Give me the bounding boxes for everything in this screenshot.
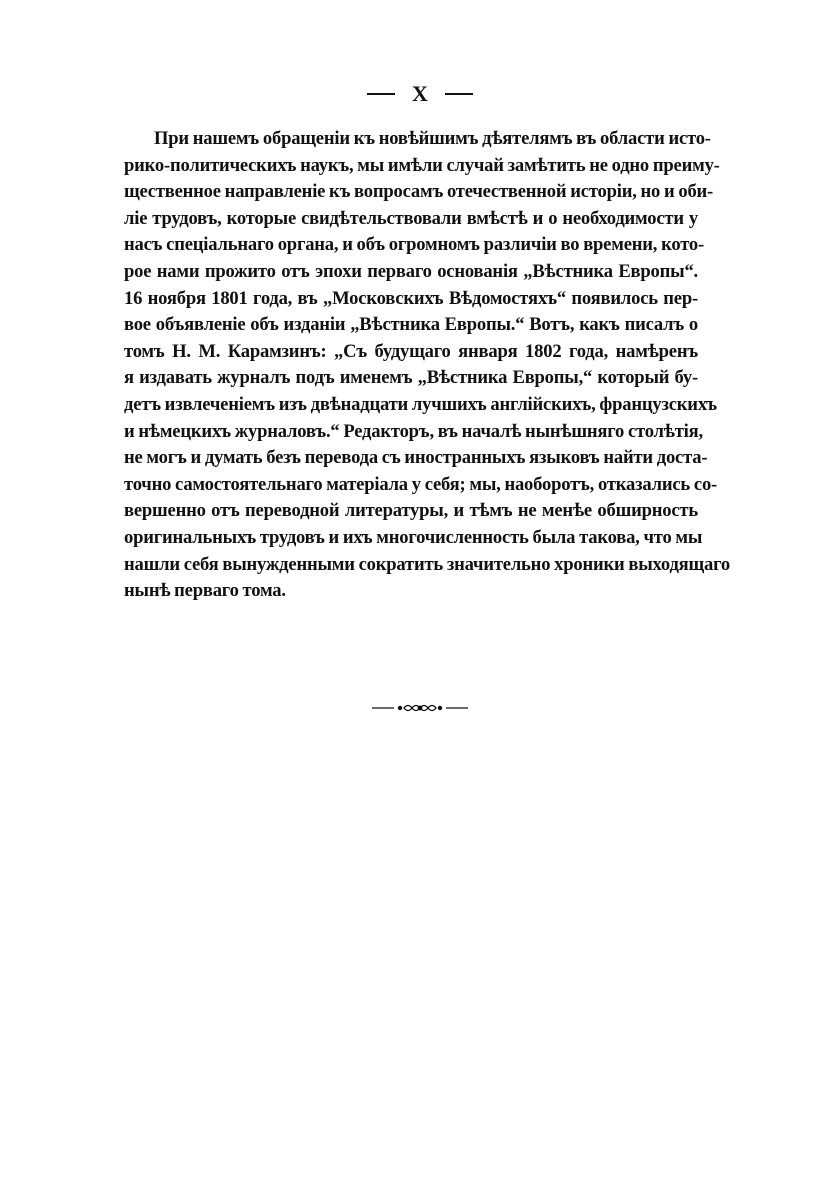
text-line-last: нынѣ перваго тома. bbox=[124, 580, 286, 602]
text-line: лiе трудовъ, которые свидѣтельствовали вмѣстѣ и о необходимости у bbox=[124, 207, 698, 229]
text-line: щественное направленiе къ вопросамъ отечественной исторiи, но и оби- bbox=[124, 181, 714, 203]
text-line: я издавать журналъ подъ именемъ „Вѣстника Европы,“ который бу- bbox=[124, 367, 698, 389]
header-right-dash bbox=[445, 93, 473, 95]
ornament-svg bbox=[370, 702, 470, 714]
text-line: вершенно отъ переводной литературы, и тѣмъ не менѣе обширность bbox=[124, 500, 698, 522]
text-line: томъ Н. М. Карамзинъ: „Съ будущаго января 1802 года, намѣренъ bbox=[124, 340, 698, 362]
text-line: не могъ и думать безъ перевода съ иностранныхъ языковъ найти доста- bbox=[124, 447, 708, 469]
body-paragraph bbox=[124, 126, 731, 605]
text-line: При нашемъ обращенiи къ новѣйшимъ дѣятелямъ въ области исто- bbox=[154, 128, 711, 149]
text-line: оригинальныхъ трудовъ и ихъ многочисленность была такова, что мы bbox=[124, 526, 703, 548]
text-line: детъ извлеченiемъ изъ двѣнадцати лучшихъ англiйскихъ, французскихъ bbox=[124, 393, 717, 415]
page-number: X bbox=[412, 80, 428, 106]
text-line: рое нами прожито отъ эпохи перваго основанiя „Вѣстника Европы“. bbox=[124, 260, 698, 282]
text-line: рико-политическихъ наукъ, мы имѣли случай замѣтить не одно преиму- bbox=[124, 154, 720, 176]
header-left-dash bbox=[367, 93, 395, 95]
text-line: 16 ноября 1801 года, въ „Московскихъ Вѣдомостяхъ“ появилось пер- bbox=[124, 287, 698, 309]
text-line: насъ спецiальнаго органа, и объ огромномъ различiи во времени, кото- bbox=[124, 234, 704, 256]
text-line: нашли себя вынужденными сократить значительно хроники выходящаго bbox=[124, 553, 731, 575]
page-header bbox=[0, 78, 840, 108]
text-line: точно самостоятельнаго матерiала у себя; мы, наоборотъ, отказались со- bbox=[124, 473, 718, 495]
decorative-end-ornament-icon bbox=[0, 698, 840, 718]
text-line: вое объявленiе объ изданiи „Вѣстника Европы.“ Вотъ, какъ писалъ о bbox=[124, 314, 698, 336]
text-line: и нѣмецкихъ журналовъ.“ Редакторъ, въ началѣ нынѣшняго столѣтiя, bbox=[124, 420, 703, 442]
